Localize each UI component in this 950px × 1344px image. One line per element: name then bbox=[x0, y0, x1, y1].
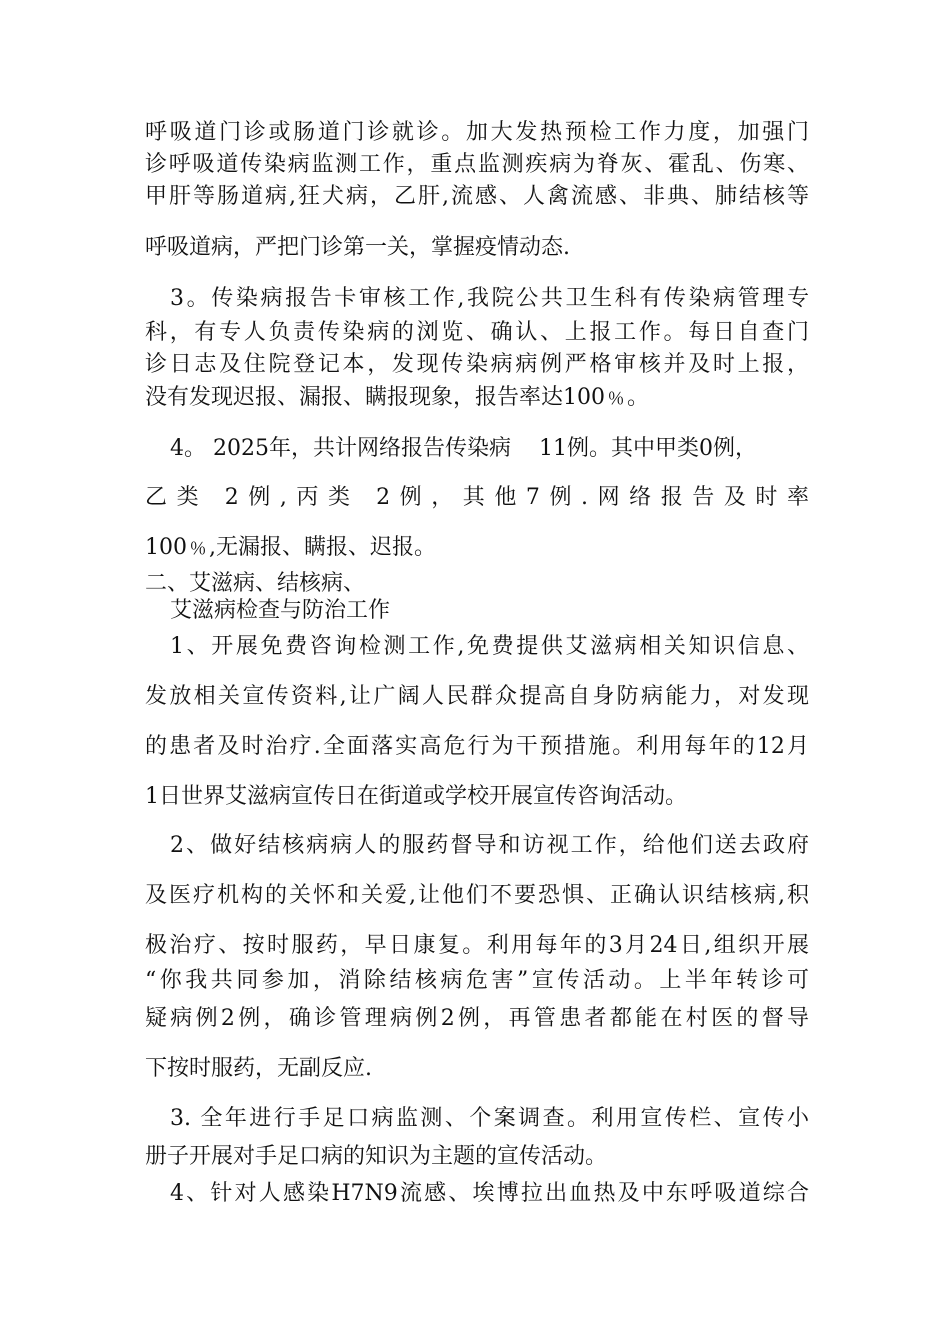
text-line: 呼吸道门诊或肠道门诊就诊。加大发热预检工作力度，加强门 bbox=[145, 120, 809, 145]
subsection-heading: 艾滋病检查与防治工作 bbox=[170, 598, 391, 623]
text-line: 甲肝等肠道病,狂犬病，乙肝,流感、人禽流感、非典、肺结核等 bbox=[145, 184, 809, 209]
text-line: 及医疗机构的关怀和关爱,让他们不要恐惧、正确认识结核病,积 bbox=[145, 883, 809, 908]
text-line: 下按时服药，无副反应. bbox=[145, 1056, 372, 1081]
section-heading: 二、艾滋病、结核病、 bbox=[145, 571, 366, 596]
paragraph-4-item-first-line: 4、针对人感染H7N9流感、埃博拉出血热及中东呼吸道综合 bbox=[170, 1181, 809, 1206]
text-line: 100﹪,无漏报、瞒报、迟报。 bbox=[145, 535, 436, 560]
text-line: 发放相关宣传资料,让广阔人民群众提高自身防病能力，对发现 bbox=[145, 684, 809, 709]
text-line: 科，有专人负责传染病的浏览、确认、上报工作。每日自查门 bbox=[145, 320, 809, 345]
paragraph-2-first-line: 2、做好结核病病人的服药督导和访视工作，给他们送去政府 bbox=[170, 833, 809, 858]
paragraph-3-item-first-line: 3. 全年进行手足口病监测、个案调查。利用宣传栏、宣传小 bbox=[170, 1106, 809, 1131]
text-line: 诊呼吸道传染病监测工作，重点监测疾病为脊灰、霍乱、伤寒、 bbox=[145, 152, 809, 177]
text-line: “你我共同参加，消除结核病危害”宣传活动。上半年转诊可 bbox=[145, 968, 809, 993]
paragraph-4-first-line: 4。 2025年，共计网络报告传染病 11例。其中甲类0例， bbox=[170, 436, 757, 461]
text-line: 1日世界艾滋病宣传日在街道或学校开展宣传咨询活动。 bbox=[145, 784, 687, 809]
text-line: 乙类 2例,丙类 2例，其他7例.网络报告及时率 bbox=[145, 485, 809, 510]
text-line: 诊日志及住院登记本，发现传染病病例严格审核并及时上报， bbox=[145, 352, 809, 377]
text-line: 没有发现迟报、漏报、瞒报现象，报告率达100﹪。 bbox=[145, 385, 649, 410]
text-line: 极治疗、按时服药，早日康复。利用每年的3月24日,组织开展 bbox=[145, 933, 809, 958]
text-line: 册子开展对手足口病的知识为主题的宣传活动。 bbox=[145, 1144, 608, 1169]
text-line: 呼吸道病，严把门诊第一关，掌握疫情动态. bbox=[145, 235, 570, 260]
text-line: 疑病例2例，确诊管理病例2例，再管患者都能在村医的督导 bbox=[145, 1006, 809, 1031]
paragraph-3-first-line: 3。传染病报告卡审核工作,我院公共卫生科有传染病管理专 bbox=[170, 286, 809, 311]
text-line: 的患者及时治疗.全面落实高危行为干预措施。利用每年的12月 bbox=[145, 734, 809, 759]
paragraph-1-first-line: 1、开展免费咨询检测工作,免费提供艾滋病相关知识信息、 bbox=[170, 634, 809, 659]
